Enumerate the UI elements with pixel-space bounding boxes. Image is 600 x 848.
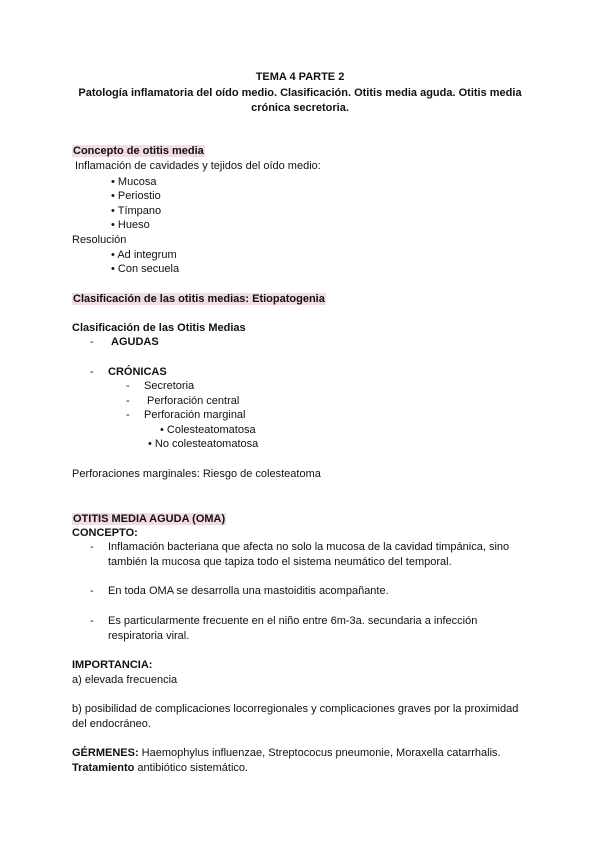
list-item: • Con secuela [111,263,180,275]
classification-acute: AGUDAS [111,336,159,348]
dash-bullet: - [126,395,130,407]
germs-line [72,748,501,759]
list-item: • Tímpano [111,205,162,217]
concept-heading: Concepto de otitis media [73,145,204,157]
concept-intro: Inflamación de cavidades y tejidos del oído medio: [75,160,321,172]
treatment-line [72,763,248,774]
list-item: • Ad integrum [111,249,177,261]
importance-label: IMPORTANCIA: [72,659,153,671]
oma-point-line: En toda OMA se desarrolla una mastoiditis acompañante. [108,585,389,597]
oma-point-line: también la mucosa que tapiza todo el sistema neumático del temporal. [108,556,452,568]
chronic-item: Secretoria [144,380,195,392]
chronic-item: Perforación central [147,395,240,407]
oma-point-line: Inflamación bacteriana que afecta no solo la mucosa de la cavidad timpánica, sino [108,541,510,553]
importance-b-line1: b) posibilidad de complicaciones locorregionales y complicaciones graves por la proximidad [72,703,519,715]
treatment-text: antibiótico sistemático. [134,762,249,774]
document-subtitle-line1: Patología inflamatoria del oído medio. Clasificación. Otitis media aguda. Otitis media [78,87,522,99]
importance-a: a) elevada frecuencia [72,674,178,686]
germs-label: GÉRMENES: [72,747,139,759]
list-item: • Hueso [111,219,150,231]
resolution-label: Resolución [72,234,127,246]
classification-subheading: Clasificación de las Otitis Medias [72,322,246,334]
list-item: • Mucosa [111,176,157,188]
dash-bullet: - [90,366,94,378]
list-item: • Periostio [111,190,161,202]
document-subtitle-line2: crónica secretoria. [251,102,349,114]
importance-b-line2: del endocráneo. [72,718,151,730]
oma-heading: OTITIS MEDIA AGUDA (OMA) [73,513,226,525]
dash-bullet: - [126,409,130,421]
oma-concept-label: CONCEPTO: [72,527,138,539]
classification-heading: Clasificación de las otitis medias: Etiopatogenia [73,293,325,305]
list-item: • No colesteatomatosa [148,438,259,450]
oma-point-line: Es particularmente frecuente en el niño entre 6m-3a. secundaria a infección [108,615,478,627]
chronic-item: Perforación marginal [144,409,246,421]
marginal-note: Perforaciones marginales: Riesgo de colesteatoma [72,468,321,480]
germs-text: Haemophylus influenzae, Streptococus pneumonie, Moraxella catarrhalis. [138,747,501,759]
dash-bullet: - [126,380,130,392]
classification-chronic: CRÓNICAS [108,366,167,378]
list-item: • Colesteatomatosa [160,424,256,436]
dash-bullet: - [90,615,94,627]
dash-bullet: - [90,585,94,597]
dash-bullet: - [90,541,94,553]
dash-bullet: - [90,336,94,348]
treatment-label: Tratamiento [72,762,135,774]
oma-point-line: respiratoria viral. [108,630,190,642]
document-title: TEMA 4 PARTE 2 [255,71,345,83]
